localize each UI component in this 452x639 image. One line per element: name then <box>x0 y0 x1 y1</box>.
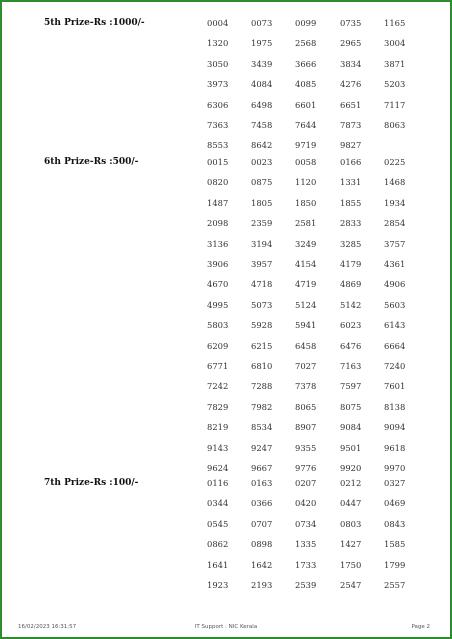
ticket-number: 9094 <box>384 422 406 433</box>
ticket-number: 8075 <box>340 401 362 412</box>
number-row <box>0 538 452 550</box>
ticket-number: 5073 <box>251 299 273 310</box>
number-row <box>0 579 452 591</box>
ticket-number: 4084 <box>251 79 273 90</box>
ticket-number: 7829 <box>207 401 229 412</box>
ticket-number: 9667 <box>251 463 273 473</box>
ticket-number: 1320 <box>207 38 229 49</box>
ticket-number: 6023 <box>340 320 362 331</box>
ticket-number: 7601 <box>384 381 406 392</box>
ticket-number: 3050 <box>207 58 229 69</box>
ticket-number: 1750 <box>340 559 362 570</box>
ticket-number: 4276 <box>340 79 362 90</box>
ticket-number: 7644 <box>295 120 317 130</box>
ticket-number: 9920 <box>340 463 362 473</box>
ticket-number: 2193 <box>251 580 273 590</box>
ticket-number: 2359 <box>251 218 273 229</box>
ticket-number: 2568 <box>295 38 317 49</box>
ticket-number: 3757 <box>384 238 406 249</box>
ticket-number: 2547 <box>340 580 362 590</box>
ticket-number: 0545 <box>207 518 229 529</box>
ticket-number: 7982 <box>251 401 273 412</box>
ticket-number: 4869 <box>340 279 362 290</box>
ticket-number: 0327 <box>384 478 406 488</box>
ticket-number: 1934 <box>384 197 406 208</box>
ticket-number: 1335 <box>295 539 317 550</box>
ticket-number: 4718 <box>251 279 273 290</box>
ticket-number: 0212 <box>340 478 362 488</box>
ticket-number: 1427 <box>340 539 362 550</box>
ticket-number: 9084 <box>340 422 362 433</box>
ticket-number: 5203 <box>384 79 406 90</box>
ticket-number: 0734 <box>295 518 317 529</box>
ticket-number: 1850 <box>295 197 317 208</box>
ticket-number: 9624 <box>207 463 229 473</box>
ticket-number: 1805 <box>251 197 273 208</box>
ticket-number: 0015 <box>207 157 229 167</box>
ticket-number: 3906 <box>207 259 229 269</box>
ticket-number: 3439 <box>251 58 273 69</box>
ticket-number: 5124 <box>295 299 317 310</box>
ticket-number: 0344 <box>207 498 229 509</box>
ticket-number: 0862 <box>207 539 229 550</box>
ticket-number: 3194 <box>251 238 273 249</box>
number-row <box>0 78 452 90</box>
ticket-number: 0073 <box>251 18 273 28</box>
ticket-number: 1331 <box>340 177 362 188</box>
number-row <box>0 278 452 290</box>
ticket-number: 9618 <box>384 442 406 453</box>
ticket-number: 1975 <box>251 38 273 49</box>
ticket-number: 0116 <box>207 478 229 488</box>
number-row <box>0 156 452 168</box>
ticket-number: 3666 <box>295 58 317 69</box>
ticket-number: 6458 <box>295 340 317 351</box>
ticket-number: 1487 <box>207 197 229 208</box>
number-row <box>0 462 452 474</box>
ticket-number: 9247 <box>251 442 273 453</box>
number-row <box>0 559 452 571</box>
ticket-number: 8642 <box>251 140 273 151</box>
ticket-number: 9776 <box>295 463 317 473</box>
number-row <box>0 380 452 392</box>
ticket-number: 6209 <box>207 340 229 351</box>
ticket-number: 3285 <box>340 238 362 249</box>
ticket-number: 0366 <box>251 498 273 509</box>
ticket-number: 1120 <box>295 177 317 188</box>
ticket-number: 1165 <box>384 18 406 28</box>
ticket-number: 0447 <box>340 498 362 509</box>
ticket-number: 5803 <box>207 320 229 331</box>
ticket-number: 0803 <box>340 518 362 529</box>
number-row <box>0 37 452 49</box>
ticket-number: 1733 <box>295 559 317 570</box>
ticket-number: 3871 <box>384 58 406 69</box>
prize-title: 6th Prize-Rs :500/- <box>44 157 139 167</box>
number-row <box>0 421 452 433</box>
ticket-number: 0735 <box>340 18 362 28</box>
number-row <box>0 401 452 413</box>
ticket-number: 1799 <box>384 559 406 570</box>
number-row <box>0 477 452 489</box>
number-row <box>0 238 452 250</box>
footer-support: IT Support : NIC Kerala <box>194 624 258 630</box>
number-row <box>0 319 452 331</box>
ticket-number: 3957 <box>251 259 273 269</box>
ticket-number: 8063 <box>384 120 406 130</box>
ticket-number: 0875 <box>251 177 273 188</box>
ticket-number: 8138 <box>384 401 406 412</box>
ticket-number: 2098 <box>207 218 229 229</box>
ticket-number: 3249 <box>295 238 317 249</box>
ticket-number: 6651 <box>340 99 362 110</box>
ticket-number: 7163 <box>340 361 362 371</box>
ticket-number: 0843 <box>384 518 406 529</box>
ticket-number: 9719 <box>295 140 317 151</box>
ticket-number: 0058 <box>295 157 317 167</box>
ticket-number: 3136 <box>207 238 229 249</box>
prize-title: 5th Prize-Rs :1000/- <box>44 18 145 28</box>
ticket-number: 4361 <box>384 259 406 269</box>
number-row <box>0 119 452 131</box>
ticket-number: 9501 <box>340 442 362 453</box>
ticket-number: 4085 <box>295 79 317 90</box>
ticket-number: 3004 <box>384 38 406 49</box>
ticket-number: 7378 <box>295 381 317 392</box>
ticket-number: 9143 <box>207 442 229 453</box>
number-row <box>0 360 452 372</box>
ticket-number: 6215 <box>251 340 273 351</box>
ticket-number: 0023 <box>251 157 273 167</box>
ticket-number: 9827 <box>340 140 362 151</box>
ticket-number: 4719 <box>295 279 317 290</box>
ticket-number: 1468 <box>384 177 406 188</box>
ticket-number: 6476 <box>340 340 362 351</box>
ticket-number: 6771 <box>207 361 229 371</box>
ticket-number: 0004 <box>207 18 229 28</box>
footer-timestamp: 16/02/2023 16:31:57 <box>18 624 77 630</box>
footer-page-number: Page 2 <box>411 624 430 630</box>
ticket-number: 8534 <box>251 422 273 433</box>
ticket-number: 3973 <box>207 79 229 90</box>
ticket-number: 5603 <box>384 299 406 310</box>
ticket-number: 0820 <box>207 177 229 188</box>
ticket-number: 1855 <box>340 197 362 208</box>
number-row <box>0 197 452 209</box>
ticket-number: 0099 <box>295 18 317 28</box>
ticket-number: 7242 <box>207 381 229 392</box>
ticket-number: 3834 <box>340 58 362 69</box>
ticket-number: 6143 <box>384 320 406 331</box>
ticket-number: 0420 <box>295 498 317 509</box>
ticket-number: 0166 <box>340 157 362 167</box>
ticket-number: 5941 <box>295 320 317 331</box>
number-row <box>0 176 452 188</box>
ticket-number: 7363 <box>207 120 229 130</box>
number-row <box>0 17 452 29</box>
ticket-number: 8553 <box>207 140 229 151</box>
ticket-number: 0225 <box>384 157 406 167</box>
ticket-number: 9970 <box>384 463 406 473</box>
ticket-number: 7597 <box>340 381 362 392</box>
ticket-number: 4154 <box>295 259 317 269</box>
ticket-number: 7873 <box>340 120 362 130</box>
number-row <box>0 340 452 352</box>
ticket-number: 6498 <box>251 99 273 110</box>
ticket-number: 7458 <box>251 120 273 130</box>
ticket-number: 4179 <box>340 259 362 269</box>
ticket-number: 1641 <box>207 559 229 570</box>
ticket-number: 5142 <box>340 299 362 310</box>
ticket-number: 0163 <box>251 478 273 488</box>
ticket-number: 1585 <box>384 539 406 550</box>
ticket-number: 2557 <box>384 580 406 590</box>
ticket-number: 2965 <box>340 38 362 49</box>
number-row <box>0 217 452 229</box>
ticket-number: 4995 <box>207 299 229 310</box>
ticket-number: 9355 <box>295 442 317 453</box>
number-row <box>0 299 452 311</box>
number-row <box>0 518 452 530</box>
ticket-number: 0707 <box>251 518 273 529</box>
page-footer <box>0 622 452 632</box>
ticket-number: 2854 <box>384 218 406 229</box>
number-row <box>0 58 452 70</box>
ticket-number: 8065 <box>295 401 317 412</box>
ticket-number: 8907 <box>295 422 317 433</box>
ticket-number: 4670 <box>207 279 229 290</box>
ticket-number: 5928 <box>251 320 273 331</box>
ticket-number: 2581 <box>295 218 317 229</box>
ticket-number: 6601 <box>295 99 317 110</box>
ticket-number: 0469 <box>384 498 406 509</box>
ticket-number: 0898 <box>251 539 273 550</box>
ticket-number: 0207 <box>295 478 317 488</box>
number-row <box>0 99 452 111</box>
number-row <box>0 139 452 151</box>
ticket-number: 6664 <box>384 340 406 351</box>
ticket-number: 7288 <box>251 381 273 392</box>
ticket-number: 2539 <box>295 580 317 590</box>
ticket-number: 1642 <box>251 559 273 570</box>
ticket-number: 1923 <box>207 580 229 590</box>
number-row <box>0 442 452 454</box>
ticket-number: 6810 <box>251 361 273 371</box>
ticket-number: 6306 <box>207 99 229 110</box>
number-row <box>0 258 452 270</box>
ticket-number: 8219 <box>207 422 229 433</box>
ticket-number: 7117 <box>384 99 406 110</box>
ticket-number: 7240 <box>384 361 406 371</box>
ticket-number: 4906 <box>384 279 406 290</box>
prize-title: 7th Prize-Rs :100/- <box>44 478 139 488</box>
number-row <box>0 497 452 509</box>
ticket-number: 7027 <box>295 361 317 371</box>
ticket-number: 2833 <box>340 218 362 229</box>
